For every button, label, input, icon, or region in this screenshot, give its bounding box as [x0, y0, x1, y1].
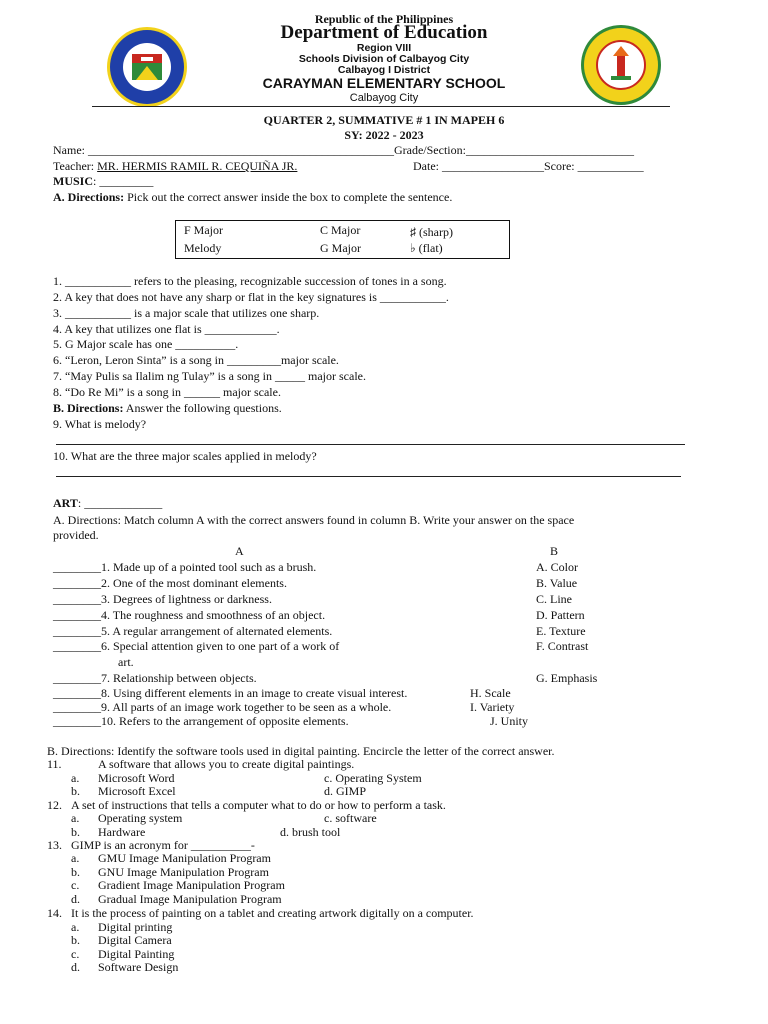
art-match-10[interactable]: ________10. Refers to the arrangement of opposite elements.	[53, 714, 349, 728]
q12-option-d[interactable]: d. brush tool	[280, 825, 341, 839]
art-score-blank[interactable]: : _____________	[77, 496, 163, 510]
republic-text: Republic of the Philippines	[314, 12, 454, 26]
q11-option-b[interactable]: Microsoft Excel	[98, 784, 176, 798]
music-item-6: 6. “Leron, Leron Sinta” is a song in _________major scale.	[53, 353, 339, 367]
music-item-7: 7. “May Pulis sa Ilalim ng Tulay” is a song in _____ major scale.	[53, 369, 366, 383]
question-14-text: It is the process of painting on a tablet and creating artwork digitally on a computer.	[71, 906, 474, 920]
answer-line-10[interactable]	[56, 476, 681, 477]
art-match-8[interactable]: ________8. Using different elements in an image to create visual interest.	[53, 686, 408, 700]
question-12-number: 12.	[47, 798, 62, 812]
district-text: Calbayog I District	[337, 64, 431, 76]
q12-option-c[interactable]: c. software	[324, 811, 377, 825]
q12-option-b[interactable]: Hardware	[98, 825, 146, 839]
q14-option-c[interactable]: Digital Painting	[98, 947, 175, 961]
q13-option-b[interactable]: GNU Image Manipulation Program	[98, 865, 269, 879]
department-title: Department of Education	[280, 22, 488, 43]
q11-option-a[interactable]: Microsoft Word	[98, 771, 175, 785]
q14-option-b[interactable]: Digital Camera	[98, 933, 172, 947]
art-match-6-continued: art.	[118, 655, 134, 669]
music-directions-a	[53, 190, 452, 205]
city-text: Calbayog City	[349, 92, 419, 104]
art-match-6[interactable]: ________6. Special attention given to one part of a work of	[53, 639, 340, 653]
art-match-3[interactable]: ________3. Degrees of lightness or darkness.	[53, 592, 272, 606]
q11-option-c[interactable]: c. Operating System	[324, 771, 422, 785]
teacher-line	[53, 159, 297, 174]
name-grade-line[interactable]: Name: ___________________________________________________Grade/Section:____________________________	[53, 143, 634, 157]
option-label: b.	[71, 784, 80, 798]
option-label: b.	[71, 933, 80, 947]
q14-option-d[interactable]: Software Design	[98, 960, 179, 974]
header-divider	[92, 106, 670, 107]
option-label: b.	[71, 825, 80, 839]
music-item-1: 1. ___________ refers to the pleasing, recognizable succession of tones in a song.	[53, 274, 447, 288]
school-year: SY: 2022 - 2023	[344, 128, 424, 142]
art-directions-a-line1: A. Directions: Match column A with the correct answers found in column B. Write your answer on the space	[53, 513, 575, 527]
question-13-number: 13.	[47, 838, 62, 852]
exam-title: QUARTER 2, SUMMATIVE # 1 IN MAPEH 6	[263, 113, 505, 127]
music-item-5: 5. G Major scale has one __________.	[53, 337, 239, 351]
teacher-name: MR. HERMIS RAMIL R. CEQUIÑA JR.	[97, 159, 298, 173]
art-choice-h: H. Scale	[470, 686, 511, 700]
art-choice-d: D. Pattern	[536, 608, 585, 622]
option-label: c.	[71, 878, 80, 892]
art-choice-c: C. Line	[536, 592, 572, 606]
music-item-2: 2. A key that does not have any sharp or flat in the key signatures is ___________.	[53, 290, 449, 304]
option-label: a.	[71, 920, 80, 934]
art-match-9[interactable]: ________9. All parts of an image work together to be seen as a whole.	[53, 700, 392, 714]
art-choice-e: E. Texture	[536, 624, 586, 638]
choice-c-major: C Major	[320, 223, 361, 237]
art-directions-b: B. Directions: Identify the software tools used in digital painting. Encircle the letter of the correct answer.	[47, 744, 555, 758]
question-9: 9. What is melody?	[53, 417, 147, 431]
question-12-text: A set of instructions that tells a computer what to do or how to perform a task.	[71, 798, 446, 812]
question-13-text: GIMP is an acronym for __________-	[71, 838, 255, 852]
q13-option-a[interactable]: GMU Image Manipulation Program	[98, 851, 271, 865]
option-label: d.	[71, 892, 80, 906]
answer-line-9[interactable]	[56, 444, 685, 445]
music-directions-a-label: A. Directions:	[53, 190, 125, 204]
art-choice-a: A. Color	[536, 560, 578, 574]
art-choice-j: J. Unity	[490, 714, 529, 728]
choice-flat: ♭ (flat)	[410, 241, 443, 255]
question-11-text: A software that allows you to create digital paintings.	[98, 757, 355, 771]
music-score-blank[interactable]: : _________	[93, 174, 154, 188]
option-label: c.	[71, 947, 80, 961]
art-match-4[interactable]: ________4. The roughness and smoothness of an object.	[53, 608, 326, 622]
art-match-5[interactable]: ________5. A regular arrangement of alternated elements.	[53, 624, 333, 638]
art-choice-i: I. Variety	[470, 700, 515, 714]
art-directions-a-line2: provided.	[53, 528, 99, 542]
q13-option-d[interactable]: Gradual Image Manipulation Program	[98, 892, 282, 906]
choice-melody: Melody	[184, 241, 222, 255]
art-label: ART	[53, 496, 78, 510]
question-10: 10. What are the three major scales applied in melody?	[53, 449, 317, 463]
music-item-3: 3. ___________ is a major scale that utilizes one sharp.	[53, 306, 320, 320]
art-choice-g: G. Emphasis	[536, 671, 598, 685]
option-label: a.	[71, 811, 80, 825]
choice-f-major: F Major	[184, 223, 223, 237]
column-a-heading: A	[235, 544, 244, 558]
art-heading	[53, 496, 162, 511]
option-label: b.	[71, 865, 80, 879]
column-b-heading: B	[550, 544, 559, 558]
region-text: Region VIII	[356, 42, 412, 54]
teacher-label: Teacher:	[53, 159, 98, 173]
art-choice-b: B. Value	[536, 576, 578, 590]
option-label: a.	[71, 771, 80, 785]
art-choice-f: F. Contrast	[536, 639, 589, 653]
option-label: d.	[71, 960, 80, 974]
option-label: a.	[71, 851, 80, 865]
music-directions-b-label: B. Directions:	[53, 401, 124, 415]
question-14-number: 14.	[47, 906, 62, 920]
music-directions-a-text: Pick out the correct answer inside the box to complete the sentence.	[124, 190, 453, 204]
choice-g-major: G Major	[320, 241, 361, 255]
music-item-8: 8. “Do Re Mi” is a song in ______ major scale.	[53, 385, 281, 399]
music-heading	[53, 174, 153, 189]
music-item-4: 4. A key that utilizes one flat is ____________.	[53, 322, 280, 336]
q12-option-a[interactable]: Operating system	[98, 811, 183, 825]
art-match-7[interactable]: ________7. Relationship between objects.	[53, 671, 257, 685]
q14-option-a[interactable]: Digital printing	[98, 920, 173, 934]
music-label: MUSIC	[53, 174, 94, 188]
division-text: Schools Division of Calbayog City	[298, 53, 470, 65]
school-name: CARAYMAN ELEMENTARY SCHOOL	[262, 75, 506, 91]
art-match-2[interactable]: ________2. One of the most dominant elements.	[53, 576, 287, 590]
date-score-line[interactable]: Date: _________________Score: ___________	[413, 159, 644, 173]
question-11-number: 11.	[47, 757, 62, 771]
q11-option-d[interactable]: d. GIMP	[324, 784, 367, 798]
q13-option-c[interactable]: Gradient Image Manipulation Program	[98, 878, 285, 892]
art-match-1[interactable]: ________1. Made up of a pointed tool such as a brush.	[53, 560, 317, 574]
music-directions-b-text: Answer the following questions.	[123, 401, 282, 415]
music-directions-b	[53, 401, 282, 416]
choice-sharp: ♯ (sharp)	[410, 225, 453, 239]
